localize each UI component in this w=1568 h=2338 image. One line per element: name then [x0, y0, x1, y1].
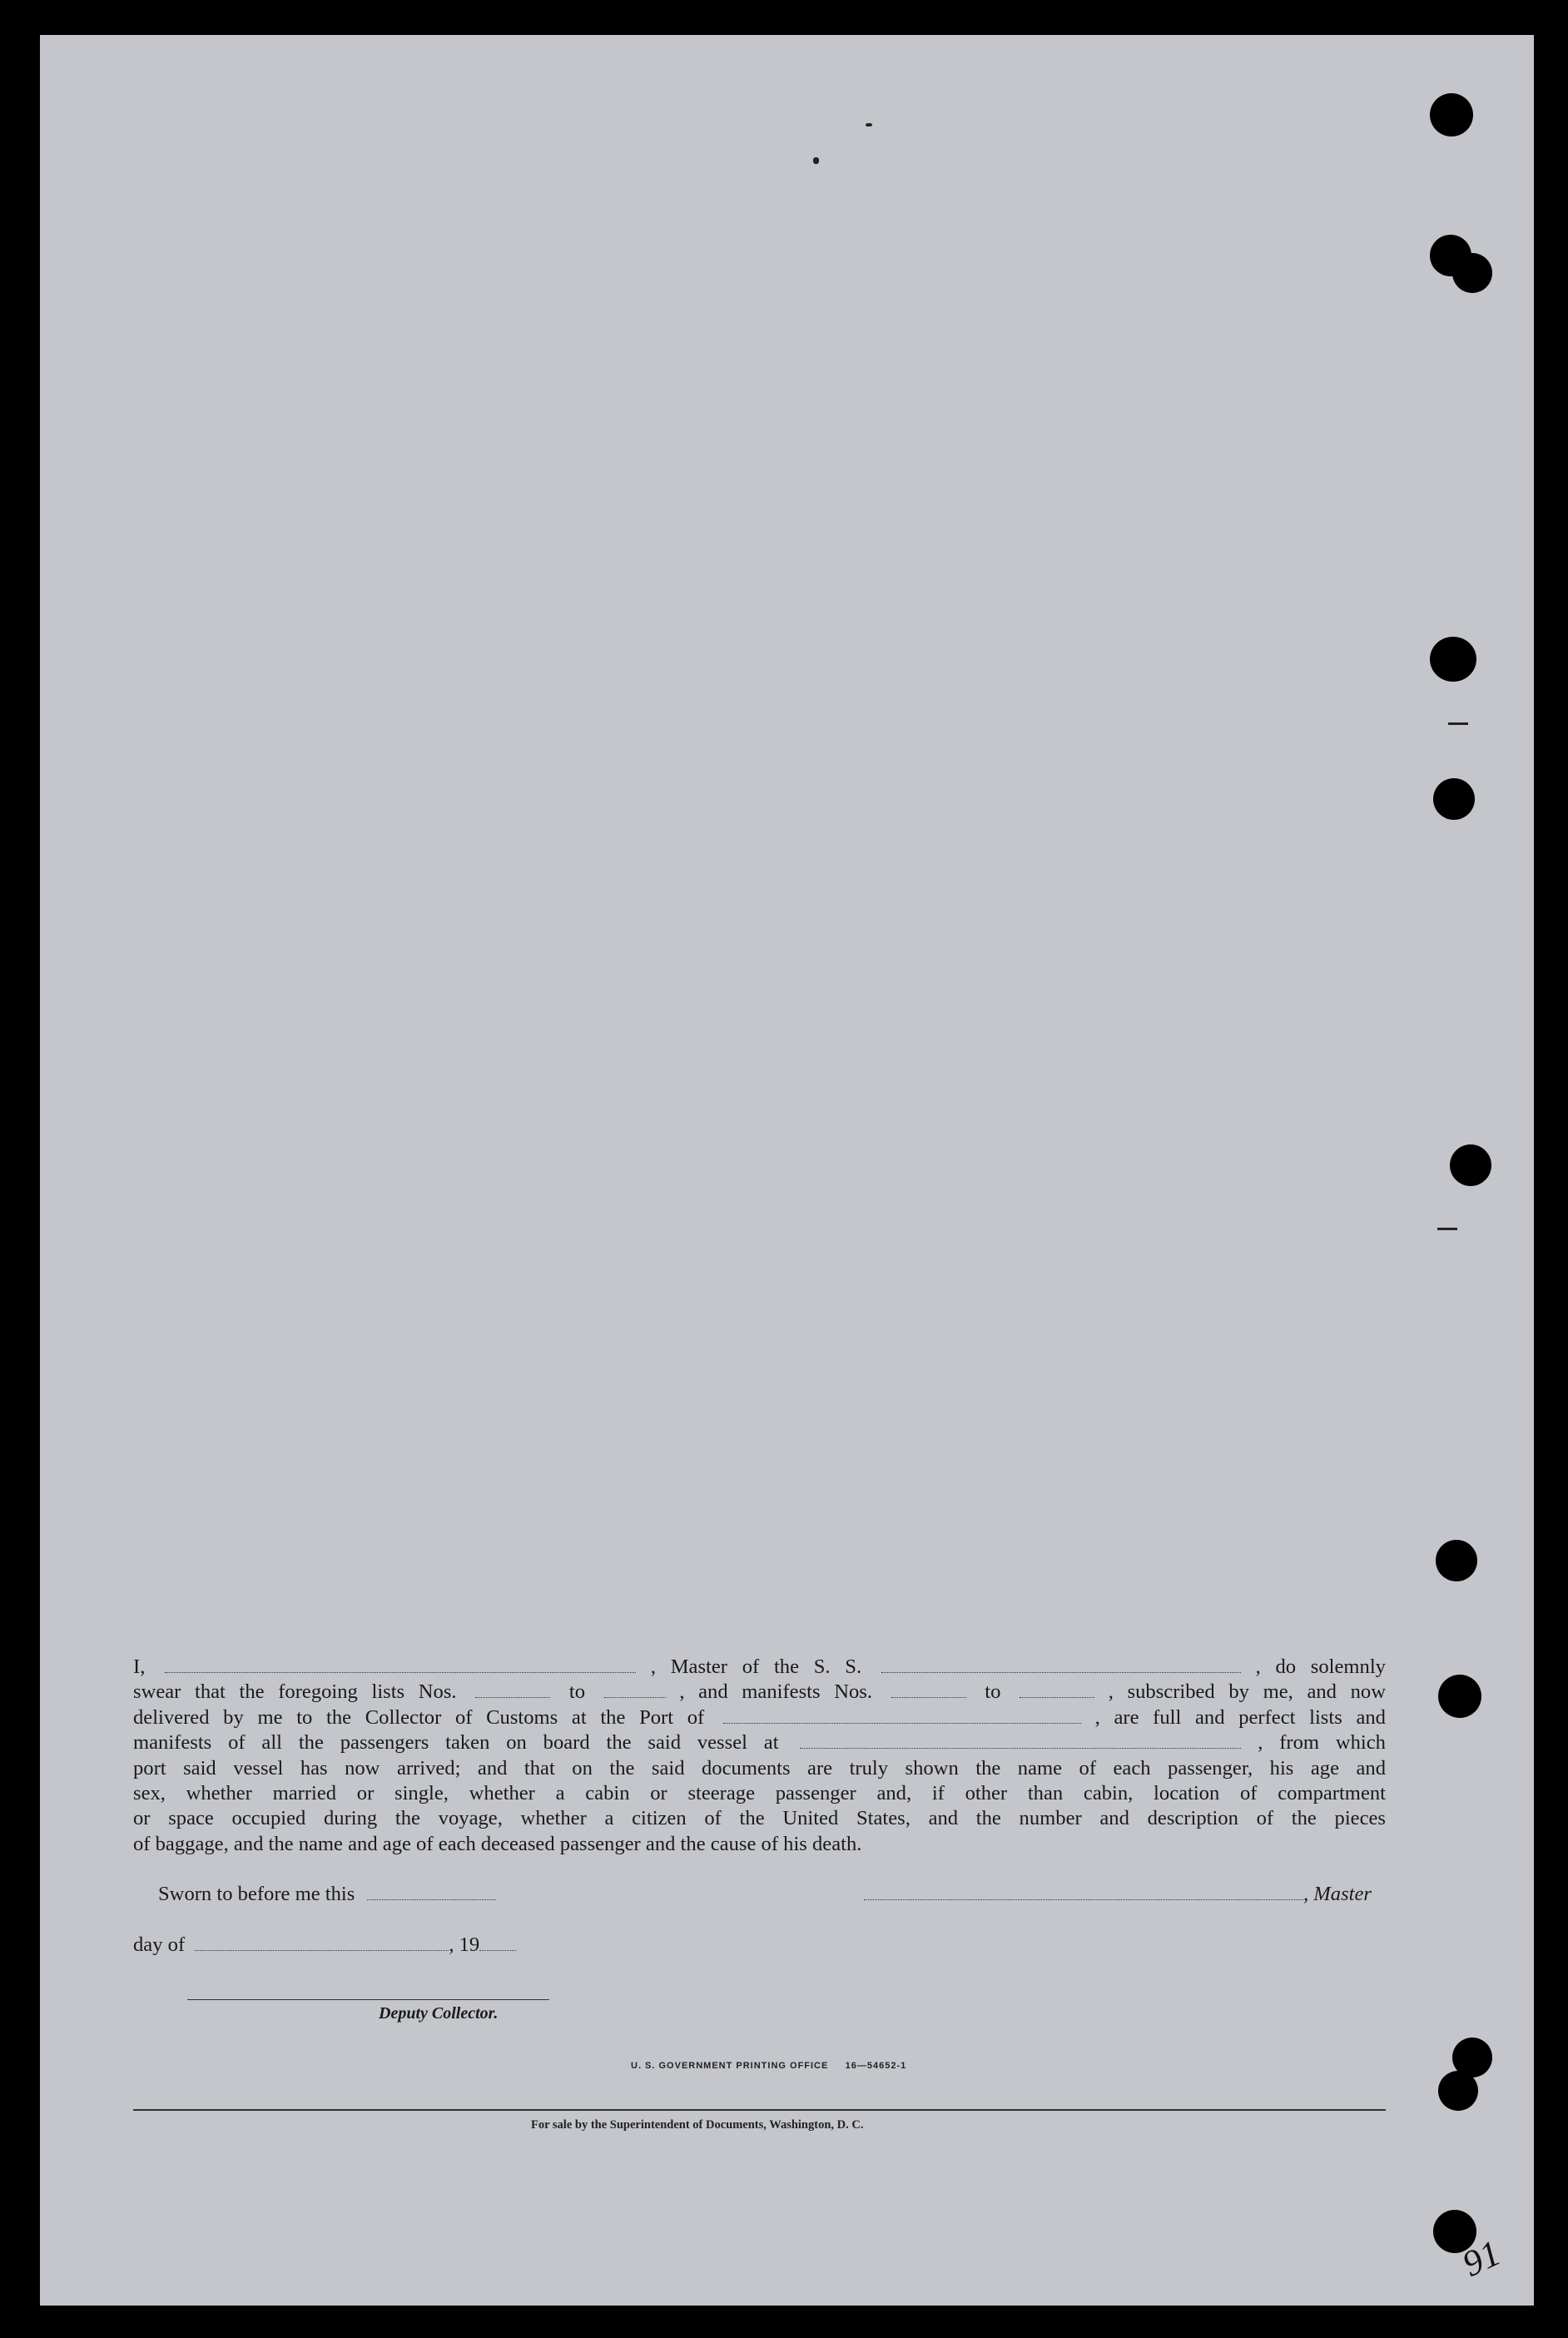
fill-in-blank	[891, 1682, 966, 1698]
oath-text: port said vessel has now arrived; and that on the said documents are truly shown the name of each passenger, his age and	[133, 1756, 1386, 1780]
oath-line	[133, 1730, 1386, 1755]
day-row	[133, 1933, 516, 1957]
oath-text: , from which	[1258, 1731, 1386, 1755]
oath-text: sex, whether married or single, whether a cabin or steerage passenger and, if other than cabin, location of compartment	[133, 1782, 1386, 1805]
fill-in-blank	[723, 1708, 1081, 1724]
sworn-date-blank	[367, 1884, 496, 1900]
deputy-signature-line	[187, 1999, 549, 2000]
edge-mark	[1448, 722, 1468, 725]
ink-speck	[866, 123, 872, 127]
faint-bleed-through	[373, 135, 706, 185]
sale-notice: For sale by the Superintendent of Documents, Washington, D. C.	[531, 2118, 864, 2132]
oath-text: , subscribed by me, and now	[1108, 1680, 1386, 1704]
oath-text: , and manifests Nos.	[679, 1680, 872, 1704]
fill-in-blank	[165, 1657, 636, 1673]
master-oath-paragraph	[133, 1655, 1386, 1857]
punch-hole	[1433, 778, 1475, 820]
printing-office-imprint: U. S. GOVERNMENT PRINTING OFFICE 16—54652-1	[631, 2061, 907, 2071]
oath-text: I,	[133, 1655, 146, 1678]
fill-in-blank	[800, 1733, 1241, 1749]
punch-hole	[1430, 637, 1476, 682]
oath-text: , Master of the S. S.	[650, 1655, 862, 1678]
fill-in-blank	[1020, 1682, 1094, 1698]
oath-line	[133, 1655, 1386, 1680]
punch-hole	[1430, 93, 1473, 137]
footer-rule	[133, 2109, 1386, 2111]
deputy-collector-label: Deputy Collector.	[379, 2004, 499, 2023]
punch-hole	[1438, 1675, 1481, 1718]
oath-line	[133, 1705, 1386, 1730]
oath-text: to	[568, 1680, 586, 1704]
master-signature-row	[864, 1883, 1372, 1906]
oath-text: , are full and perfect lists and	[1094, 1705, 1386, 1729]
punch-hole	[1450, 1144, 1491, 1186]
oath-text: or space occupied during the voyage, whether a citizen of the United States, and the number and description of the pieces	[133, 1807, 1386, 1830]
fill-in-blank	[475, 1682, 550, 1698]
punch-hole	[1436, 1540, 1477, 1581]
punch-hole	[1438, 2071, 1478, 2111]
oath-text: swear that the foregoing lists Nos.	[133, 1680, 457, 1704]
oath-line	[133, 1680, 1386, 1705]
handwritten-page-number: 91	[1456, 2231, 1507, 2286]
document-page	[40, 35, 1534, 2306]
ink-speck	[813, 157, 819, 164]
master-label: , Master	[1303, 1883, 1372, 1905]
oath-line	[133, 1832, 1386, 1857]
day-of-blank	[195, 1935, 449, 1951]
day-of-label: day of	[133, 1933, 186, 1956]
oath-line	[133, 1806, 1386, 1831]
oath-text: delivered by me to the Collector of Customs at the Port of	[133, 1705, 705, 1729]
year-label: , 19	[449, 1933, 480, 1956]
oath-text: of baggage, and the name and age of each deceased passenger and the cause of his death.	[133, 1832, 862, 1855]
oath-text: manifests of all the passengers taken on board the said vessel at	[133, 1731, 779, 1755]
sworn-row	[158, 1883, 496, 1906]
fill-in-blank	[881, 1657, 1241, 1673]
fill-in-blank	[604, 1682, 666, 1698]
master-signature-blank	[864, 1884, 1303, 1900]
edge-mark	[1437, 1228, 1457, 1230]
punch-hole	[1452, 253, 1492, 293]
oath-line	[133, 1756, 1386, 1781]
oath-text: to	[985, 1680, 1001, 1704]
year-blank	[479, 1935, 516, 1951]
oath-text: , do solemnly	[1255, 1655, 1386, 1678]
sworn-label: Sworn to before me this	[158, 1883, 355, 1905]
oath-line	[133, 1781, 1386, 1806]
